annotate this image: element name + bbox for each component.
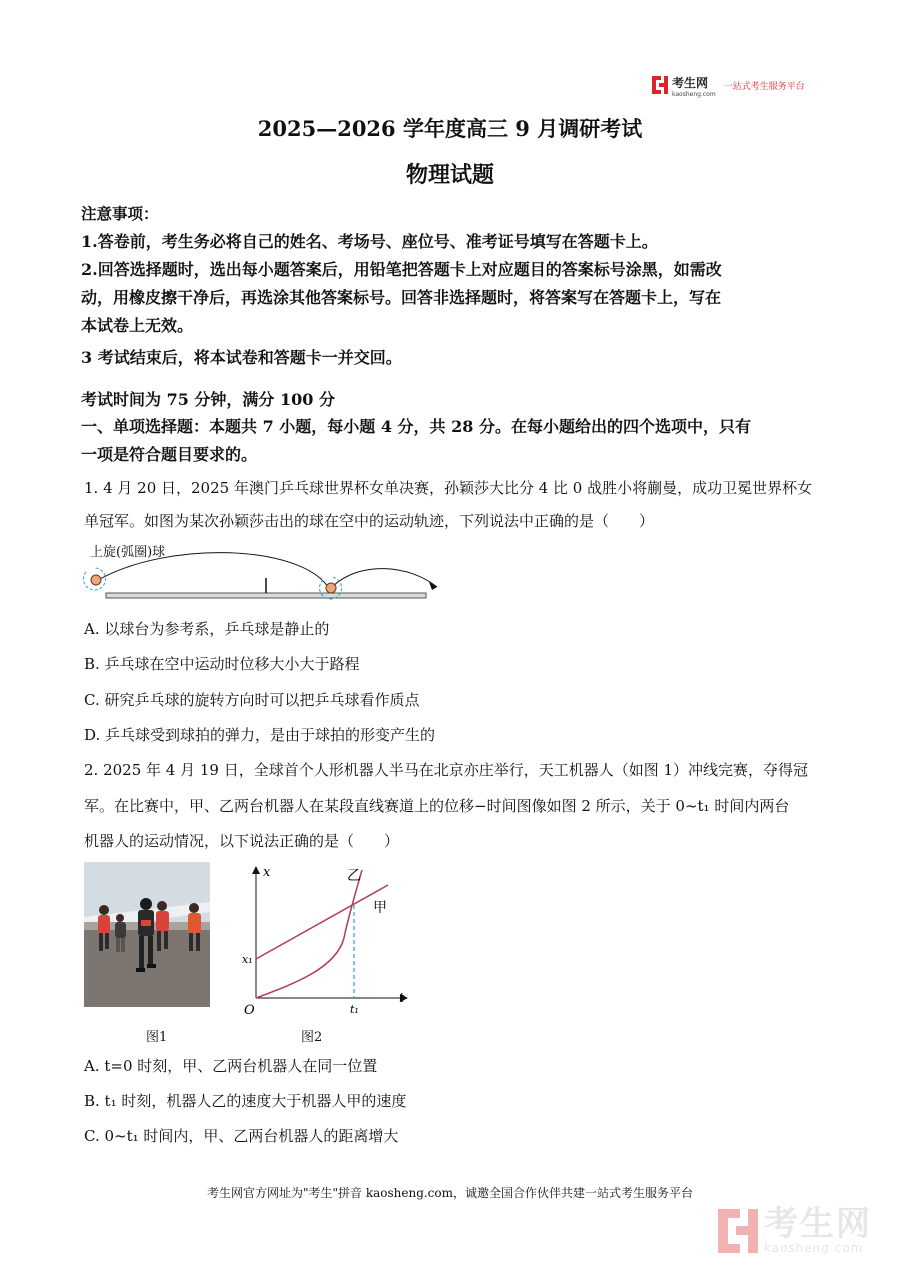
section-1-heading-line-2: 一项是符合题目要求的。 bbox=[81, 445, 258, 464]
q1-stem-line-1: 1. 4 月 20 日，2025 年澳门乒乓球世界杯女单决赛，孙颖莎大比分 4 比 0 战胜小将蒯曼，成功卫冕世界杯女 bbox=[84, 479, 813, 497]
notice-item-2-line-3: 本试卷上无效。 bbox=[81, 316, 194, 335]
q2-option-b: B. t₁ 时刻，机器人乙的速度大于机器人甲的速度 bbox=[84, 1092, 407, 1110]
page-footer: 考生网官方网址为"考生"拼音 kaosheng.com，诚邀全国合作伙伴共建一站式考生服务平台 bbox=[206, 1186, 694, 1200]
label-yi: 乙 bbox=[347, 868, 361, 884]
watermark-domain: kaosheng.com bbox=[764, 1241, 864, 1255]
t-axis-label: t bbox=[399, 991, 405, 1006]
notice-heading: 注意事项： bbox=[81, 204, 159, 223]
q2-option-a: A. t=0 时刻，甲、乙两台机器人在同一位置 bbox=[84, 1057, 378, 1075]
notice-item-2-line-1: 2.回答选择题时，选出每小题答案后，用铅笔把答题卡上对应题目的答案标号涂黑，如需改 bbox=[81, 260, 722, 279]
line-jia bbox=[256, 885, 388, 959]
x1-label: x₁ bbox=[242, 953, 253, 966]
table-surface bbox=[106, 593, 426, 598]
x-axis-arrow-icon bbox=[252, 866, 260, 874]
watermark-logo-icon bbox=[718, 1209, 758, 1253]
q2-stem-line-2: 军。在比赛中，甲、乙两台机器人在某段直线赛道上的位移−时间图像如图 2 所示，关于 0~t₁ 时间内两台 bbox=[84, 797, 790, 815]
label-jia: 甲 bbox=[373, 900, 387, 916]
q1-option-c: C. 研究乒乓球的旋转方向时可以把乒乓球看作质点 bbox=[84, 691, 420, 709]
q1-option-a: A. 以球台为参考系，乒乓球是静止的 bbox=[84, 620, 330, 638]
q1-option-b: B. 乒乓球在空中运动时位移大小大于路程 bbox=[84, 655, 360, 673]
origin-label: O bbox=[244, 1003, 255, 1018]
q2-figure-2-graph bbox=[236, 858, 416, 1028]
q1-figure-label: 上旋(弧圈)球 bbox=[90, 545, 166, 560]
q1-option-d: D. 乒乓球受到球拍的弹力，是由于球拍的形变产生的 bbox=[84, 726, 436, 744]
q1-stem-line-2: 单冠军。如图为某次孙颖莎击出的球在空中的运动轨迹，下列说法中正确的是（ ） bbox=[84, 512, 655, 530]
logo-name: 考生网 bbox=[672, 76, 709, 90]
notice-item-1: 1.答卷前，考生务必将自己的姓名、考场号、座位号、准考证号填写在答题卡上。 bbox=[81, 232, 658, 251]
q2-option-c: C. 0~t₁ 时间内，甲、乙两台机器人的距离增大 bbox=[84, 1127, 399, 1145]
curve-yi bbox=[256, 870, 362, 998]
notice-item-3: 3 考试结束后，将本试卷和答题卡一并交回。 bbox=[81, 348, 402, 367]
page-title: 2025—2026 学年度高三 9 月调研考试 bbox=[257, 116, 643, 141]
q2-figure-1-photo bbox=[84, 862, 210, 1007]
exam-time: 考试时间为 75 分钟，满分 100 分 bbox=[81, 390, 335, 409]
robot-race-photo-image bbox=[84, 862, 210, 1007]
q2-stem-line-3: 机器人的运动情况，以下说法正确的是（ ） bbox=[84, 832, 400, 850]
notice-item-2-line-2: 动，用橡皮擦干净后，再选涂其他答案标号。回答非选择题时，将答案写在答题卡上，写在 bbox=[81, 288, 722, 307]
trajectory-arc-2 bbox=[332, 569, 437, 587]
t1-label: t₁ bbox=[350, 1003, 359, 1016]
ball-start bbox=[91, 575, 101, 585]
ball-bounce bbox=[326, 583, 336, 593]
kaosheng-watermark bbox=[718, 1204, 872, 1255]
logo-slogan: 一站式考生服务平台 bbox=[723, 81, 805, 92]
page-subtitle: 物理试题 bbox=[405, 162, 494, 188]
x-axis-label: x bbox=[263, 865, 271, 880]
q2-figure-1-caption: 图1 bbox=[146, 1030, 168, 1045]
q2-stem-line-1: 2. 2025 年 4 月 19 日，全球首个人形机器人半马在北京亦庄举行，天工机器人（如图 1）冲线完赛，夺得冠 bbox=[84, 761, 809, 779]
header-logo bbox=[652, 72, 805, 98]
section-1-heading-line-1: 一、单项选择题：本题共 7 小题，每小题 4 分，共 28 分。在每小题给出的四个选项中，只有 bbox=[81, 417, 751, 436]
q2-figure-2-caption: 图2 bbox=[301, 1030, 323, 1045]
q1-figure-trajectory bbox=[80, 540, 440, 610]
kaosheng-logo-icon bbox=[652, 76, 668, 94]
logo-domain: kaosheng.com bbox=[672, 91, 716, 98]
watermark-text: 考生网 bbox=[764, 1204, 872, 1244]
